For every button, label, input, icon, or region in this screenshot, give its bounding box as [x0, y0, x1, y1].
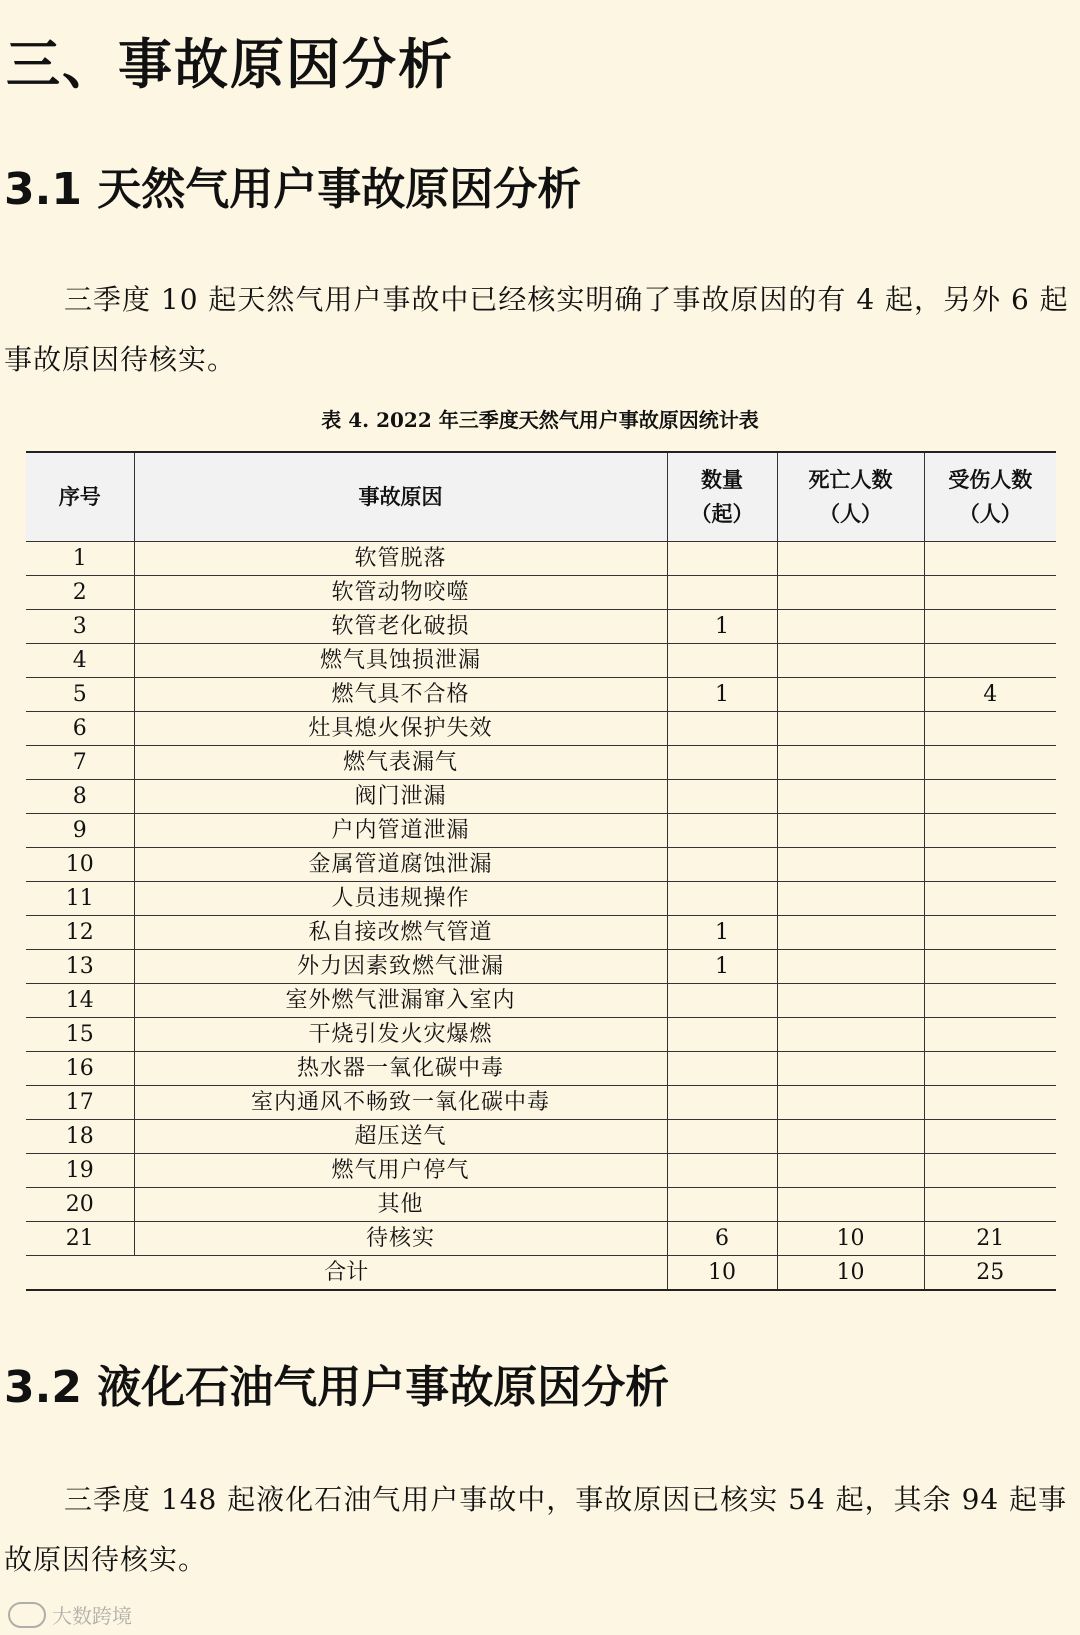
row-cause: 金属管道腐蚀泄漏: [134, 848, 667, 882]
total-label: 合计: [26, 1256, 667, 1291]
row-cause: 软管老化破损: [134, 610, 667, 644]
row-cause: 其他: [134, 1188, 667, 1222]
row-injuries: [924, 712, 1056, 746]
row-cause: 热水器一氧化碳中毒: [134, 1052, 667, 1086]
row-injuries: [924, 916, 1056, 950]
row-count: [667, 780, 777, 814]
row-injuries: [924, 610, 1056, 644]
row-injuries: [924, 1120, 1056, 1154]
row-deaths: [777, 1086, 924, 1120]
row-deaths: [777, 1188, 924, 1222]
row-deaths: [777, 882, 924, 916]
row-injuries: 21: [924, 1222, 1056, 1256]
row-deaths: [777, 644, 924, 678]
row-index: 18: [26, 1120, 134, 1154]
row-index: 16: [26, 1052, 134, 1086]
accident-cause-table: [26, 451, 1056, 1291]
row-count: [667, 712, 777, 746]
row-index: 5: [26, 678, 134, 712]
row-count: [667, 1018, 777, 1052]
row-cause: 燃气用户停气: [134, 1154, 667, 1188]
row-count: 1: [667, 916, 777, 950]
header-cause: 事故原因: [134, 452, 667, 542]
row-deaths: [777, 1018, 924, 1052]
row-deaths: [777, 780, 924, 814]
row-injuries: [924, 1086, 1056, 1120]
row-injuries: 4: [924, 678, 1056, 712]
row-index: 20: [26, 1188, 134, 1222]
table-row: [26, 780, 1056, 814]
table-row: [26, 678, 1056, 712]
watermark-logo-icon: [8, 1602, 46, 1628]
row-deaths: [777, 848, 924, 882]
row-cause: 阀门泄漏: [134, 780, 667, 814]
section-title-natural-gas: 3.1 天然气用户事故原因分析: [4, 164, 582, 215]
table-row: [26, 576, 1056, 610]
row-count: [667, 542, 777, 576]
row-cause: 燃气具不合格: [134, 678, 667, 712]
row-cause: 待核实: [134, 1222, 667, 1256]
row-index: 10: [26, 848, 134, 882]
row-count: [667, 814, 777, 848]
row-count: [667, 576, 777, 610]
row-injuries: [924, 814, 1056, 848]
row-cause: 燃气表漏气: [134, 746, 667, 780]
table-header-row: [26, 452, 1056, 542]
total-injuries: 25: [924, 1256, 1056, 1291]
row-index: 7: [26, 746, 134, 780]
table-row: [26, 1052, 1056, 1086]
header-count-line1: 数量: [701, 467, 743, 492]
row-index: 4: [26, 644, 134, 678]
table-row: [26, 950, 1056, 984]
row-count: [667, 1052, 777, 1086]
watermark: [8, 1600, 132, 1629]
header-count-line2: （起）: [690, 501, 754, 526]
table-row: [26, 916, 1056, 950]
row-injuries: [924, 644, 1056, 678]
row-index: 17: [26, 1086, 134, 1120]
row-injuries: [924, 950, 1056, 984]
row-index: 2: [26, 576, 134, 610]
chapter-heading: 三、事故原因分析: [6, 33, 454, 96]
row-index: 11: [26, 882, 134, 916]
header-deaths: [777, 452, 924, 542]
table-caption: 表 4. 2022 年三季度天然气用户事故原因统计表: [321, 408, 759, 432]
header-index: 序号: [26, 452, 134, 542]
header-injuries-line2: （人）: [958, 501, 1022, 526]
row-cause: 软管脱落: [134, 542, 667, 576]
row-index: 12: [26, 916, 134, 950]
watermark-text: 大数跨境: [52, 1604, 132, 1628]
row-deaths: [777, 1154, 924, 1188]
header-injuries-line1: 受伤人数: [948, 467, 1033, 492]
row-deaths: [777, 1052, 924, 1086]
row-index: 3: [26, 610, 134, 644]
row-injuries: [924, 1154, 1056, 1188]
table-row: [26, 984, 1056, 1018]
row-count: [667, 746, 777, 780]
table-row: [26, 882, 1056, 916]
row-count: [667, 848, 777, 882]
row-cause: 超压送气: [134, 1120, 667, 1154]
table-row: [26, 1188, 1056, 1222]
table-row: [26, 746, 1056, 780]
header-deaths-line1: 死亡人数: [808, 467, 893, 492]
row-index: 1: [26, 542, 134, 576]
row-injuries: [924, 542, 1056, 576]
header-injuries: [924, 452, 1056, 542]
row-cause: 外力因素致燃气泄漏: [134, 950, 667, 984]
row-count: 6: [667, 1222, 777, 1256]
row-injuries: [924, 576, 1056, 610]
row-index: 6: [26, 712, 134, 746]
row-count: 1: [667, 678, 777, 712]
row-cause: 软管动物咬噬: [134, 576, 667, 610]
row-count: 1: [667, 610, 777, 644]
row-deaths: [777, 576, 924, 610]
row-deaths: [777, 542, 924, 576]
section-paragraph-lpg: 三季度 148 起液化石油气用户事故中，事故原因已核实 54 起，其余 94 起事故原因待核实。: [4, 1483, 1068, 1576]
row-deaths: [777, 678, 924, 712]
row-deaths: [777, 814, 924, 848]
table-row: [26, 848, 1056, 882]
row-count: [667, 1086, 777, 1120]
table-row: [26, 1154, 1056, 1188]
row-cause: 人员违规操作: [134, 882, 667, 916]
table-row: [26, 1222, 1056, 1256]
row-deaths: [777, 712, 924, 746]
row-cause: 室内通风不畅致一氧化碳中毒: [134, 1086, 667, 1120]
total-deaths: 10: [777, 1256, 924, 1291]
row-deaths: [777, 746, 924, 780]
row-cause: 私自接改燃气管道: [134, 916, 667, 950]
header-deaths-line2: （人）: [819, 501, 882, 526]
row-count: [667, 1188, 777, 1222]
row-injuries: [924, 780, 1056, 814]
row-injuries: [924, 1052, 1056, 1086]
row-injuries: [924, 984, 1056, 1018]
row-deaths: [777, 984, 924, 1018]
table-row: [26, 610, 1056, 644]
row-count: [667, 984, 777, 1018]
table-row: [26, 542, 1056, 576]
row-deaths: [777, 610, 924, 644]
row-index: 13: [26, 950, 134, 984]
row-cause: 室外燃气泄漏窜入室内: [134, 984, 667, 1018]
table-row: [26, 814, 1056, 848]
table-row: [26, 644, 1056, 678]
row-index: 21: [26, 1222, 134, 1256]
row-deaths: [777, 1120, 924, 1154]
row-count: [667, 1120, 777, 1154]
row-cause: 户内管道泄漏: [134, 814, 667, 848]
section-title-lpg: 3.2 液化石油气用户事故原因分析: [4, 1362, 670, 1413]
row-index: 9: [26, 814, 134, 848]
row-deaths: [777, 950, 924, 984]
row-injuries: [924, 848, 1056, 882]
table-row: [26, 1086, 1056, 1120]
row-count: 1: [667, 950, 777, 984]
total-count: 10: [667, 1256, 777, 1291]
row-injuries: [924, 882, 1056, 916]
table-body: [26, 542, 1056, 1256]
row-index: 8: [26, 780, 134, 814]
table-row: [26, 1120, 1056, 1154]
row-index: 15: [26, 1018, 134, 1052]
row-count: [667, 1154, 777, 1188]
header-count: [667, 452, 777, 542]
table-row: [26, 712, 1056, 746]
row-deaths: [777, 916, 924, 950]
row-deaths: 10: [777, 1222, 924, 1256]
table-row: [26, 1018, 1056, 1052]
row-count: [667, 882, 777, 916]
row-injuries: [924, 746, 1056, 780]
row-count: [667, 644, 777, 678]
section-paragraph-natural-gas: 三季度 10 起天然气用户事故中已经核实明确了事故原因的有 4 起，另外 6 起事故原因待核实。: [4, 283, 1069, 376]
row-injuries: [924, 1018, 1056, 1052]
row-cause: 灶具熄火保护失效: [134, 712, 667, 746]
row-injuries: [924, 1188, 1056, 1222]
row-index: 14: [26, 984, 134, 1018]
row-index: 19: [26, 1154, 134, 1188]
row-cause: 燃气具蚀损泄漏: [134, 644, 667, 678]
table-total-row: [26, 1256, 1056, 1291]
row-cause: 干烧引发火灾爆燃: [134, 1018, 667, 1052]
